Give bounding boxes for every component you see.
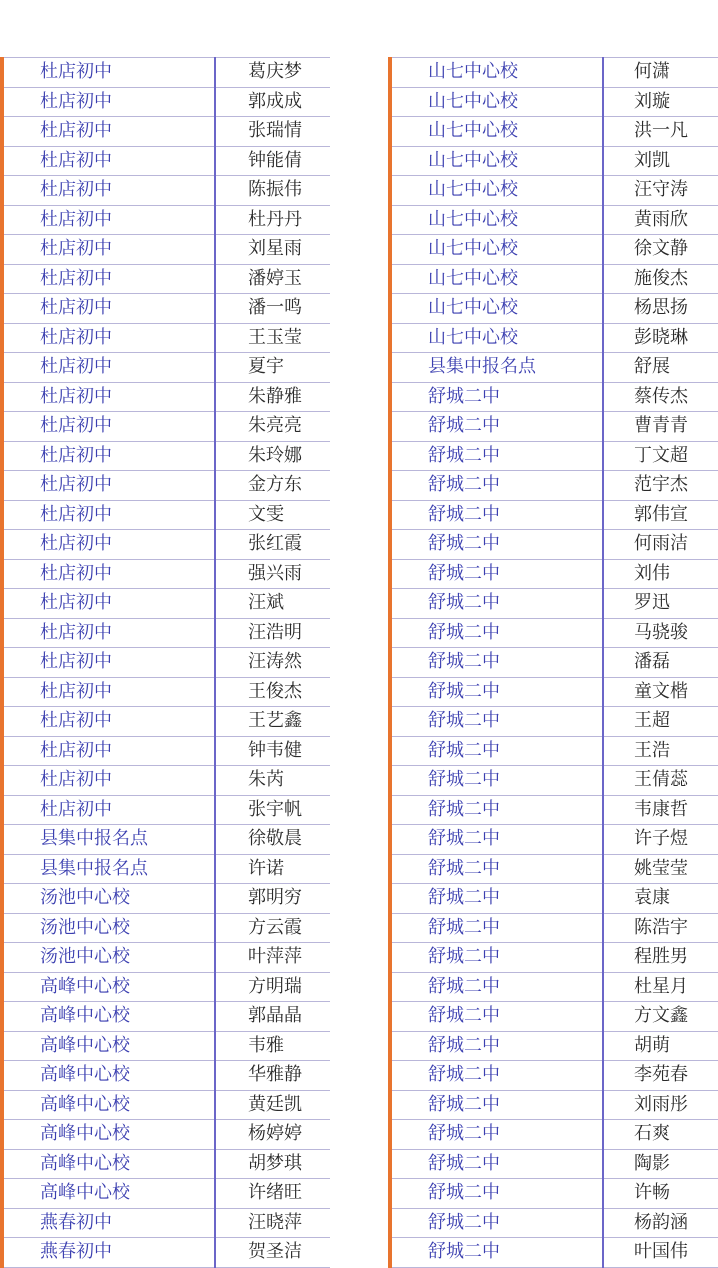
student-name-cell: 李苑春	[603, 1061, 718, 1091]
student-name-cell: 金方东	[215, 471, 330, 501]
school-cell: 舒城二中	[390, 500, 603, 530]
student-name-cell: 刘伟	[603, 559, 718, 589]
table-row	[390, 677, 718, 707]
student-name-cell: 汪斌	[215, 589, 330, 619]
student-name-cell: 程胜男	[603, 943, 718, 973]
table-row	[390, 559, 718, 589]
school-cell: 舒城二中	[390, 530, 603, 560]
student-name-cell: 钟韦健	[215, 736, 330, 766]
student-name-cell: 洪一凡	[603, 117, 718, 147]
table-row	[2, 854, 330, 884]
table-row	[2, 294, 330, 324]
table-row	[2, 707, 330, 737]
school-cell: 高峰中心校	[2, 1090, 215, 1120]
table-row	[390, 943, 718, 973]
table-row	[390, 1179, 718, 1209]
school-cell: 县集中报名点	[390, 353, 603, 383]
school-cell: 杜店初中	[2, 677, 215, 707]
table-row	[2, 353, 330, 383]
student-name-cell: 汪守涛	[603, 176, 718, 206]
student-name-cell: 陈振伟	[215, 176, 330, 206]
table-row	[2, 825, 330, 855]
table-row	[2, 1090, 330, 1120]
table-row	[390, 825, 718, 855]
school-cell: 高峰中心校	[2, 1120, 215, 1150]
table-row	[390, 500, 718, 530]
table-row	[390, 1090, 718, 1120]
table-row	[2, 264, 330, 294]
table-row	[390, 618, 718, 648]
table-row	[2, 1208, 330, 1238]
student-name-cell: 石爽	[603, 1120, 718, 1150]
student-name-cell: 张宇帆	[215, 795, 330, 825]
school-cell: 汤池中心校	[2, 913, 215, 943]
table-row	[390, 854, 718, 884]
student-name-cell: 袁康	[603, 884, 718, 914]
school-cell: 杜店初中	[2, 736, 215, 766]
school-cell: 汤池中心校	[2, 884, 215, 914]
school-cell: 舒城二中	[390, 382, 603, 412]
school-cell: 杜店初中	[2, 530, 215, 560]
student-name-cell: 许畅	[603, 1179, 718, 1209]
student-name-cell: 钟能倩	[215, 146, 330, 176]
table-row	[390, 205, 718, 235]
table-row	[2, 146, 330, 176]
school-cell: 舒城二中	[390, 825, 603, 855]
table-row	[2, 736, 330, 766]
school-cell: 杜店初中	[2, 500, 215, 530]
student-name-cell: 王超	[603, 707, 718, 737]
student-name-cell: 胡梦琪	[215, 1149, 330, 1179]
table-row	[390, 972, 718, 1002]
student-name-cell: 朱亮亮	[215, 412, 330, 442]
table-row	[2, 648, 330, 678]
student-name-cell: 丁文超	[603, 441, 718, 471]
student-name-cell: 刘雨彤	[603, 1090, 718, 1120]
school-cell: 高峰中心校	[2, 1002, 215, 1032]
table-row	[2, 913, 330, 943]
student-name-cell: 潘磊	[603, 648, 718, 678]
student-name-cell: 张瑞情	[215, 117, 330, 147]
school-cell: 舒城二中	[390, 618, 603, 648]
table-row	[390, 58, 718, 88]
student-name-cell: 郭晶晶	[215, 1002, 330, 1032]
student-name-cell: 韦雅	[215, 1031, 330, 1061]
table-row	[2, 530, 330, 560]
table-row	[390, 117, 718, 147]
table-row	[390, 1149, 718, 1179]
student-name-cell: 王浩	[603, 736, 718, 766]
school-cell: 山七中心校	[390, 87, 603, 117]
student-name-cell: 杜星月	[603, 972, 718, 1002]
table-row	[390, 1061, 718, 1091]
school-cell: 杜店初中	[2, 146, 215, 176]
table-row	[2, 677, 330, 707]
school-cell: 舒城二中	[390, 559, 603, 589]
school-cell: 杜店初中	[2, 58, 215, 88]
student-name-cell: 郭伟宣	[603, 500, 718, 530]
school-cell: 高峰中心校	[2, 1179, 215, 1209]
school-cell: 舒城二中	[390, 1149, 603, 1179]
table-row	[2, 58, 330, 88]
school-cell: 舒城二中	[390, 707, 603, 737]
school-cell: 山七中心校	[390, 323, 603, 353]
student-name-cell: 蔡传杰	[603, 382, 718, 412]
school-cell: 燕春初中	[2, 1208, 215, 1238]
student-name-cell: 潘一鸣	[215, 294, 330, 324]
school-cell: 杜店初中	[2, 795, 215, 825]
table-row	[2, 1120, 330, 1150]
student-name-cell: 杜丹丹	[215, 205, 330, 235]
student-name-cell: 马骁骏	[603, 618, 718, 648]
table-row	[2, 1149, 330, 1179]
student-name-cell: 刘星雨	[215, 235, 330, 265]
school-cell: 杜店初中	[2, 264, 215, 294]
table-row	[2, 235, 330, 265]
table-row	[390, 353, 718, 383]
school-cell: 汤池中心校	[2, 943, 215, 973]
school-cell: 杜店初中	[2, 235, 215, 265]
right-roster-table	[388, 57, 718, 1268]
table-row	[2, 412, 330, 442]
school-cell: 山七中心校	[390, 205, 603, 235]
left-roster-table	[0, 57, 330, 1268]
student-name-cell: 贺圣洁	[215, 1238, 330, 1268]
student-name-cell: 杨韵涵	[603, 1208, 718, 1238]
student-name-cell: 黄廷凯	[215, 1090, 330, 1120]
student-name-cell: 汪晓萍	[215, 1208, 330, 1238]
table-row	[2, 500, 330, 530]
table-row	[2, 441, 330, 471]
school-cell: 舒城二中	[390, 913, 603, 943]
school-cell: 杜店初中	[2, 323, 215, 353]
student-name-cell: 汪浩明	[215, 618, 330, 648]
table-row	[390, 530, 718, 560]
school-cell: 杜店初中	[2, 412, 215, 442]
table-row	[2, 1002, 330, 1032]
student-name-cell: 许子煜	[603, 825, 718, 855]
school-cell: 舒城二中	[390, 1179, 603, 1209]
table-row	[390, 441, 718, 471]
student-name-cell: 葛庆梦	[215, 58, 330, 88]
student-name-cell: 朱静雅	[215, 382, 330, 412]
student-name-cell: 方云霞	[215, 913, 330, 943]
student-name-cell: 范宇杰	[603, 471, 718, 501]
school-cell: 杜店初中	[2, 766, 215, 796]
student-name-cell: 华雅静	[215, 1061, 330, 1091]
student-name-cell: 朱玲娜	[215, 441, 330, 471]
school-cell: 舒城二中	[390, 1002, 603, 1032]
table-row	[390, 146, 718, 176]
table-row	[390, 648, 718, 678]
school-cell: 高峰中心校	[2, 1031, 215, 1061]
student-name-cell: 许诺	[215, 854, 330, 884]
student-name-cell: 罗迅	[603, 589, 718, 619]
school-cell: 舒城二中	[390, 441, 603, 471]
school-cell: 高峰中心校	[2, 1061, 215, 1091]
student-name-cell: 叶国伟	[603, 1238, 718, 1268]
table-row	[2, 1179, 330, 1209]
table-row	[2, 559, 330, 589]
school-cell: 舒城二中	[390, 1031, 603, 1061]
table-row	[2, 766, 330, 796]
school-cell: 山七中心校	[390, 176, 603, 206]
school-cell: 山七中心校	[390, 294, 603, 324]
school-cell: 舒城二中	[390, 589, 603, 619]
school-cell: 杜店初中	[2, 353, 215, 383]
student-name-cell: 何雨洁	[603, 530, 718, 560]
school-cell: 山七中心校	[390, 264, 603, 294]
table-row	[2, 471, 330, 501]
school-cell: 舒城二中	[390, 471, 603, 501]
school-cell: 燕春初中	[2, 1238, 215, 1268]
student-name-cell: 陶影	[603, 1149, 718, 1179]
table-row	[390, 884, 718, 914]
student-name-cell: 刘凯	[603, 146, 718, 176]
student-name-cell: 施俊杰	[603, 264, 718, 294]
table-row	[390, 294, 718, 324]
student-name-cell: 何潇	[603, 58, 718, 88]
school-cell: 舒城二中	[390, 412, 603, 442]
table-row	[390, 1208, 718, 1238]
school-cell: 杜店初中	[2, 707, 215, 737]
table-row	[390, 235, 718, 265]
school-cell: 舒城二中	[390, 972, 603, 1002]
table-row	[390, 382, 718, 412]
school-cell: 县集中报名点	[2, 825, 215, 855]
table-row	[390, 795, 718, 825]
student-name-cell: 方文鑫	[603, 1002, 718, 1032]
table-row	[390, 1120, 718, 1150]
table-row	[2, 1061, 330, 1091]
school-cell: 杜店初中	[2, 589, 215, 619]
student-name-cell: 黄雨欣	[603, 205, 718, 235]
school-cell: 高峰中心校	[2, 1149, 215, 1179]
table-row	[390, 707, 718, 737]
student-name-cell: 王倩蕊	[603, 766, 718, 796]
school-cell: 杜店初中	[2, 382, 215, 412]
school-cell: 山七中心校	[390, 146, 603, 176]
school-cell: 舒城二中	[390, 1061, 603, 1091]
school-cell: 舒城二中	[390, 854, 603, 884]
table-row	[390, 471, 718, 501]
student-name-cell: 王艺鑫	[215, 707, 330, 737]
school-cell: 杜店初中	[2, 648, 215, 678]
school-cell: 舒城二中	[390, 736, 603, 766]
table-row	[390, 412, 718, 442]
table-row	[2, 589, 330, 619]
table-row	[2, 117, 330, 147]
table-row	[2, 205, 330, 235]
student-name-cell: 汪涛然	[215, 648, 330, 678]
school-cell: 舒城二中	[390, 766, 603, 796]
student-name-cell: 朱芮	[215, 766, 330, 796]
student-name-cell: 杨思扬	[603, 294, 718, 324]
student-name-cell: 郭成成	[215, 87, 330, 117]
school-cell: 山七中心校	[390, 235, 603, 265]
school-cell: 山七中心校	[390, 58, 603, 88]
student-name-cell: 韦康哲	[603, 795, 718, 825]
student-name-cell: 许绪旺	[215, 1179, 330, 1209]
school-cell: 舒城二中	[390, 677, 603, 707]
school-cell: 杜店初中	[2, 294, 215, 324]
table-row	[2, 1031, 330, 1061]
student-name-cell: 夏宇	[215, 353, 330, 383]
school-cell: 舒城二中	[390, 648, 603, 678]
table-row	[2, 382, 330, 412]
student-name-cell: 王俊杰	[215, 677, 330, 707]
student-name-cell: 徐文静	[603, 235, 718, 265]
school-cell: 舒城二中	[390, 1120, 603, 1150]
school-cell: 舒城二中	[390, 1208, 603, 1238]
school-cell: 杜店初中	[2, 471, 215, 501]
student-name-cell: 陈浩宇	[603, 913, 718, 943]
student-name-cell: 王玉莹	[215, 323, 330, 353]
table-row	[2, 323, 330, 353]
table-row	[390, 1002, 718, 1032]
student-name-cell: 潘婷玉	[215, 264, 330, 294]
school-cell: 舒城二中	[390, 884, 603, 914]
student-name-cell: 童文楷	[603, 677, 718, 707]
school-cell: 高峰中心校	[2, 972, 215, 1002]
student-name-cell: 强兴雨	[215, 559, 330, 589]
school-cell: 杜店初中	[2, 176, 215, 206]
school-cell: 舒城二中	[390, 1238, 603, 1268]
school-cell: 山七中心校	[390, 117, 603, 147]
table-row	[390, 87, 718, 117]
table-row	[390, 1238, 718, 1268]
school-cell: 县集中报名点	[2, 854, 215, 884]
student-name-cell: 刘璇	[603, 87, 718, 117]
school-cell: 杜店初中	[2, 117, 215, 147]
table-row	[2, 884, 330, 914]
table-row	[2, 618, 330, 648]
student-name-cell: 彭晓琳	[603, 323, 718, 353]
table-row	[2, 176, 330, 206]
table-row	[390, 1031, 718, 1061]
table-row	[2, 1238, 330, 1268]
student-name-cell: 方明瑞	[215, 972, 330, 1002]
school-cell: 杜店初中	[2, 618, 215, 648]
school-cell: 杜店初中	[2, 441, 215, 471]
school-cell: 杜店初中	[2, 559, 215, 589]
table-row	[2, 795, 330, 825]
student-name-cell: 徐敬晨	[215, 825, 330, 855]
student-name-cell: 胡萌	[603, 1031, 718, 1061]
student-name-cell: 张红霞	[215, 530, 330, 560]
student-name-cell: 叶萍萍	[215, 943, 330, 973]
school-cell: 杜店初中	[2, 205, 215, 235]
table-row	[2, 87, 330, 117]
table-row	[390, 323, 718, 353]
table-row	[2, 943, 330, 973]
table-row	[390, 589, 718, 619]
table-row	[390, 913, 718, 943]
school-cell: 杜店初中	[2, 87, 215, 117]
student-name-cell: 姚莹莹	[603, 854, 718, 884]
table-row	[2, 972, 330, 1002]
student-name-cell: 文雯	[215, 500, 330, 530]
school-cell: 舒城二中	[390, 1090, 603, 1120]
school-cell: 舒城二中	[390, 943, 603, 973]
student-name-cell: 杨婷婷	[215, 1120, 330, 1150]
school-cell: 舒城二中	[390, 795, 603, 825]
table-row	[390, 766, 718, 796]
student-name-cell: 舒展	[603, 353, 718, 383]
student-name-cell: 郭明穷	[215, 884, 330, 914]
table-row	[390, 176, 718, 206]
table-row	[390, 736, 718, 766]
student-name-cell: 曹青青	[603, 412, 718, 442]
table-row	[390, 264, 718, 294]
